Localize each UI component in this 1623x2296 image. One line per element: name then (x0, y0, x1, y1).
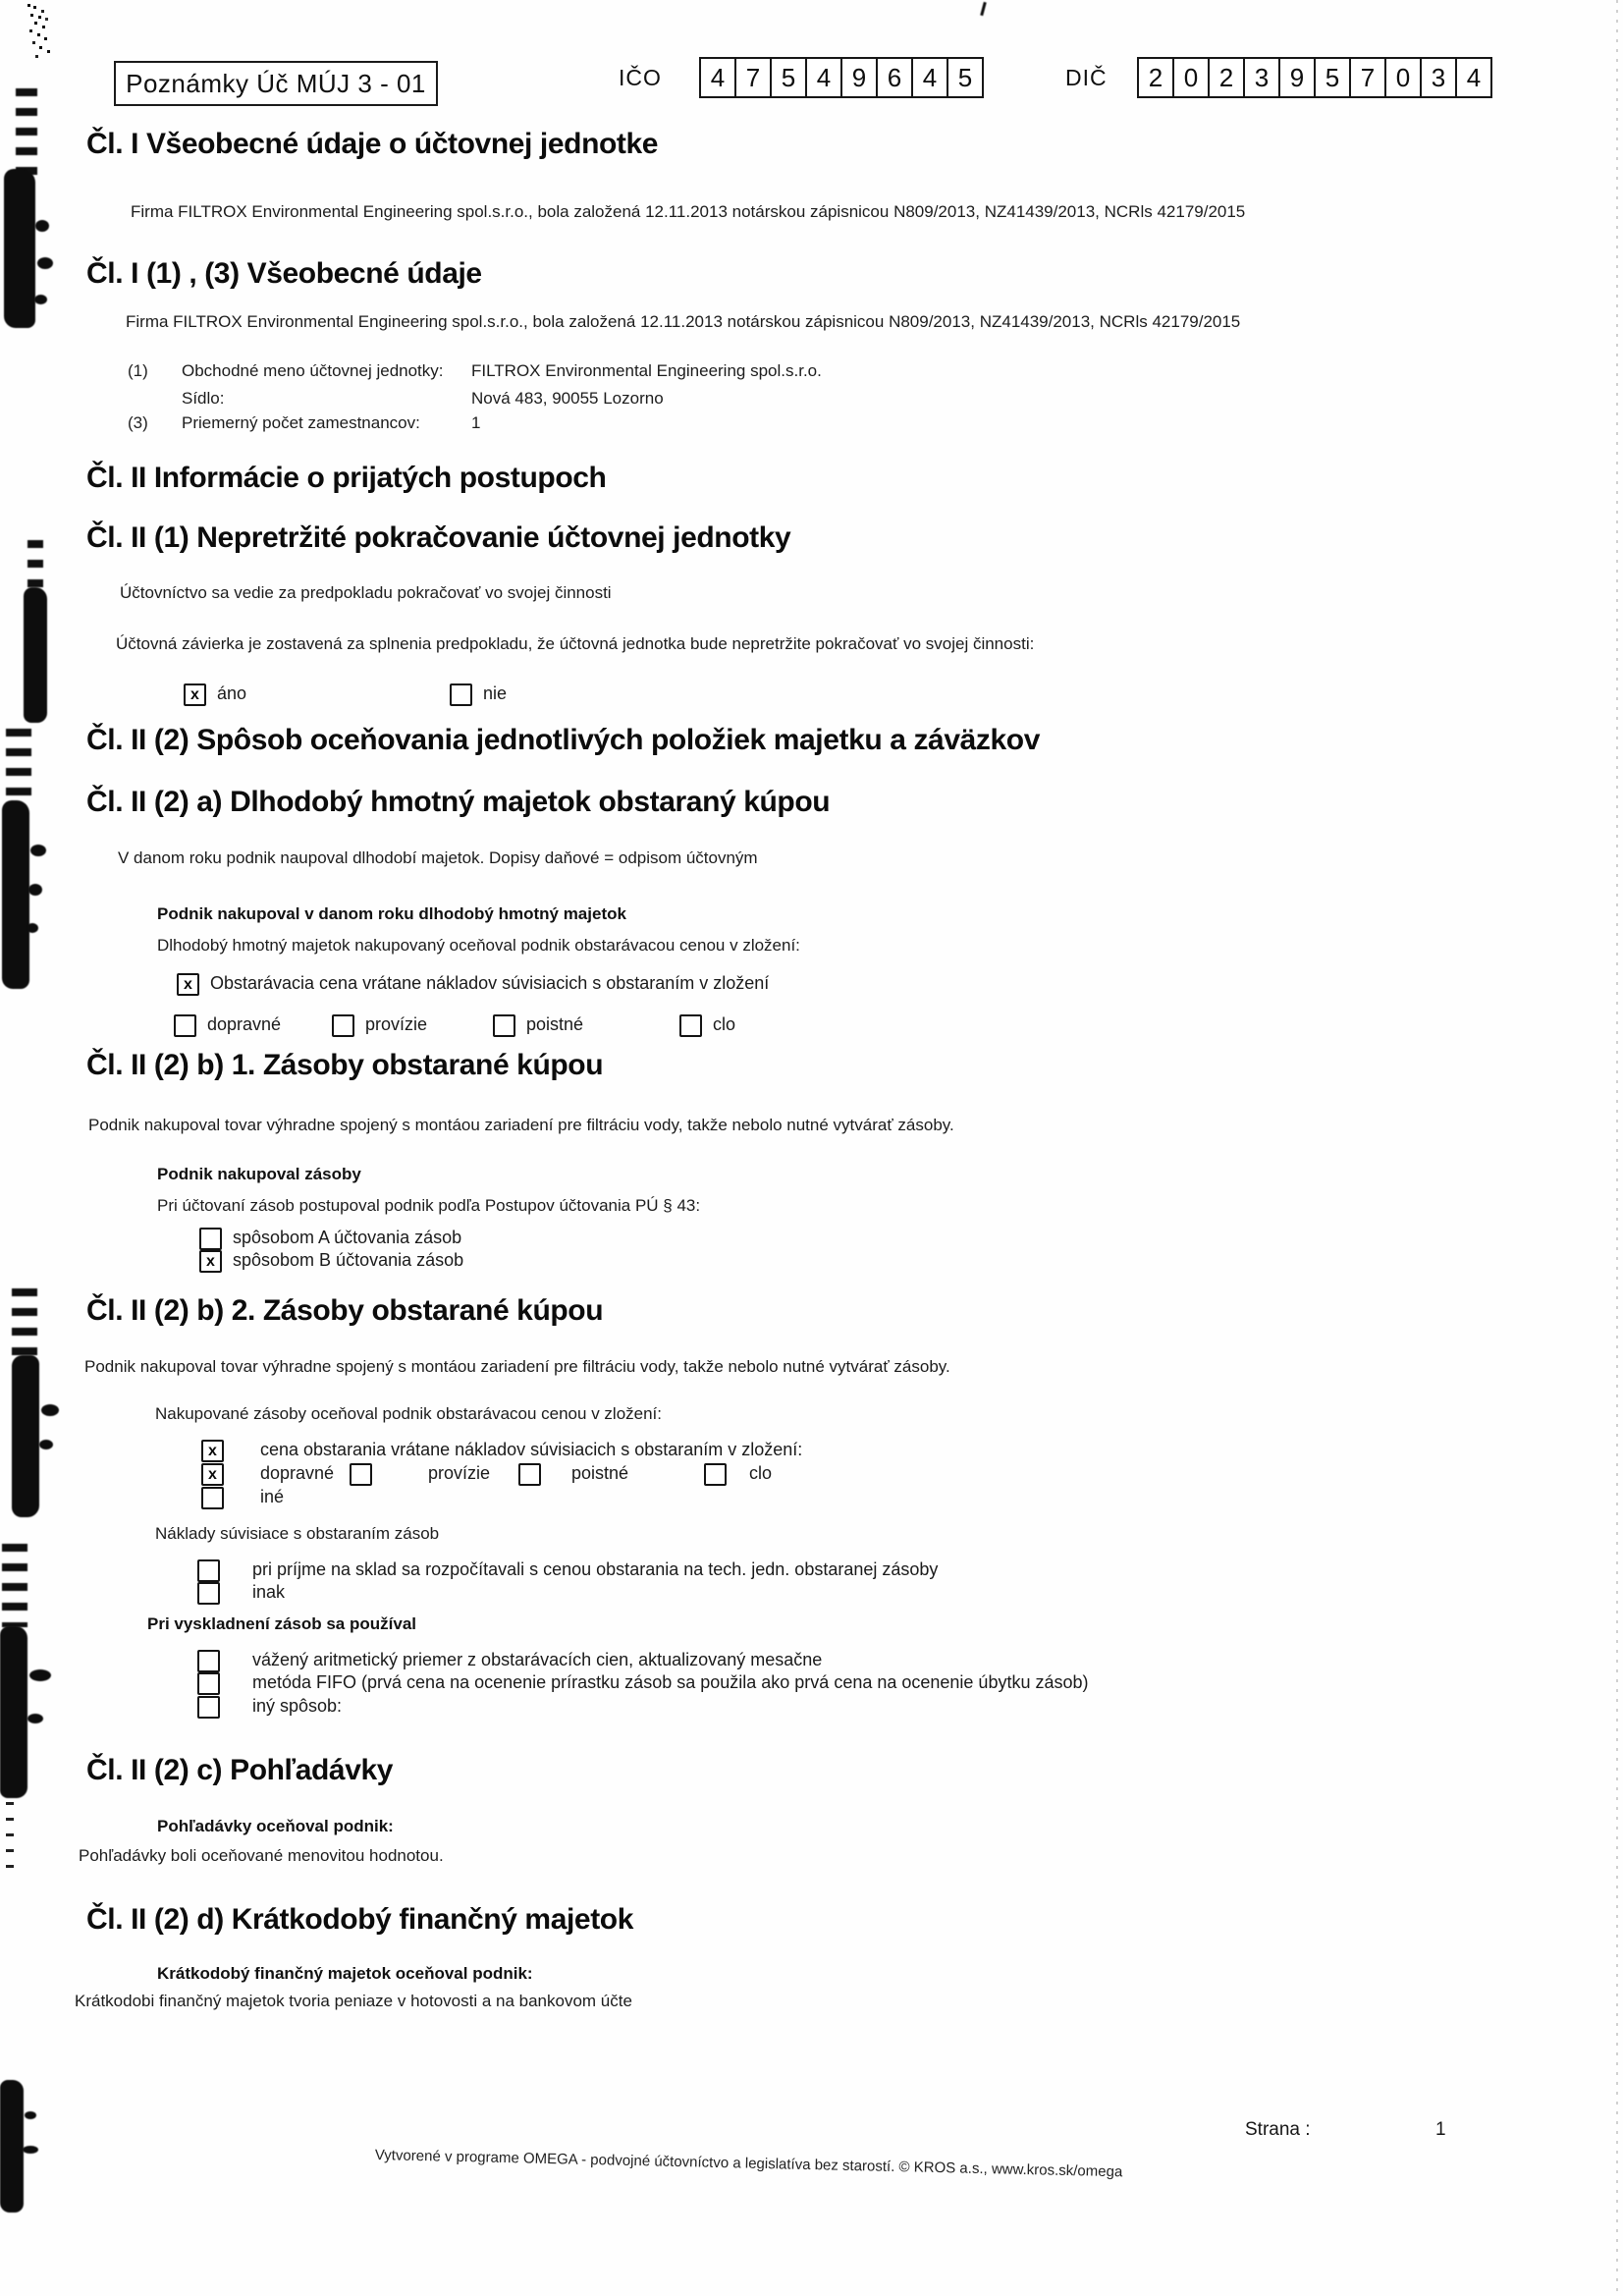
checkbox-sposob-a (199, 1228, 461, 1250)
software-credit: Vytvorené v programe OMEGA - podvojné účtovníctvo a legislatíva bez starostí. © KROS a.s., www.kros.sk/omega (374, 2147, 1123, 2181)
section-title: Čl. II (1) Nepretržité pokračovanie účtovnej jednotky (86, 521, 791, 554)
checkbox-box: x (177, 973, 199, 996)
checkbox-box (704, 1463, 727, 1486)
scan-artifact (28, 884, 42, 896)
scan-artifact (16, 88, 37, 175)
ico-digit: 5 (947, 57, 984, 98)
checkbox-label: spôsobom A účtovania zásob (233, 1228, 462, 1247)
sub-heading: Podnik nakupoval zásoby (157, 1165, 361, 1183)
paragraph: Firma FILTROX Environmental Engineering spol.s.r.o., bola založená 12.11.2013 notárskou zápisnicou N809/2013, NZ41439/2013, NCRls 42179/2015 (126, 312, 1241, 331)
checkbox-poistne (493, 1014, 583, 1037)
checkbox-box (199, 1228, 222, 1250)
dic-digit: 0 (1172, 57, 1210, 98)
checkbox-label: dopravné (207, 1014, 282, 1034)
scan-artifact (6, 1802, 14, 1873)
section-title: Čl. II (2) c) Pohľadávky (86, 1754, 394, 1786)
checkbox-label: inak (252, 1582, 286, 1602)
checkbox-box (174, 1014, 196, 1037)
checkbox-box: x (199, 1250, 222, 1273)
scan-artifact (27, 540, 43, 589)
section-title: Čl. II (2) d) Krátkodobý finančný majetok (86, 1903, 634, 1936)
checkbox-sposob-b (199, 1250, 463, 1273)
scan-artifact (30, 845, 46, 856)
checkbox-label: poistné (571, 1463, 629, 1483)
scan-artifact (29, 1669, 51, 1681)
checkbox-box (197, 1582, 220, 1605)
paragraph: Podnik nakupoval tovar výhradne spojený s montáou zariadení pre filtráciu vody, takže nebolo nutné vytvárať zásoby. (88, 1116, 954, 1134)
sub-heading: Pohľadávky oceňoval podnik: (157, 1817, 394, 1835)
checkbox-label: dopravné (260, 1463, 335, 1483)
checkbox-label: iné (260, 1487, 285, 1506)
checkbox-box: x (201, 1463, 224, 1486)
scan-artifact (0, 1626, 27, 1798)
dic-digit: 3 (1243, 57, 1280, 98)
dic-digit: 9 (1278, 57, 1316, 98)
paragraph: Pri účtovaní zásob postupoval podnik podľa Postupov účtovania PÚ § 43: (157, 1196, 701, 1215)
checkbox-box (197, 1650, 220, 1672)
section-title: Čl. II Informácie o prijatých postupoch (86, 462, 607, 494)
paragraph: Podnik nakupoval tovar výhradne spojený s montáou zariadení pre filtráciu vody, takže nebolo nutné vytvárať zásoby. (84, 1357, 950, 1376)
scan-artifact (27, 4, 30, 7)
item-value: FILTROX Environmental Engineering spol.s.r.o. (471, 361, 822, 380)
checkbox-cena-obstarania (201, 1440, 802, 1462)
checkbox-ano (184, 683, 246, 706)
ico-digit: 4 (805, 57, 842, 98)
checkbox-nie (450, 683, 507, 706)
dic-label: DIČ (1065, 65, 1108, 90)
checkbox-box (197, 1696, 220, 1719)
section-title: Čl. I Všeobecné údaje o účtovnej jednotke (86, 128, 659, 160)
dic-digit-boxes (1137, 57, 1492, 98)
section-title: Čl. II (2) b) 2. Zásoby obstarané kúpou (86, 1294, 604, 1327)
scan-artifact (23, 2146, 38, 2154)
checkbox-dopravne (201, 1463, 334, 1486)
checkbox-box (450, 683, 472, 706)
item-number: (3) (128, 413, 148, 432)
checkbox-box (197, 1559, 220, 1582)
scan-artifact (34, 295, 47, 304)
scan-artifact (27, 1714, 43, 1723)
checkbox-label: provízie (365, 1014, 428, 1034)
checkbox-provizie (332, 1014, 427, 1037)
paragraph: Pohľadávky boli oceňované menovitou hodnotou. (79, 1846, 444, 1865)
checkbox-ine (201, 1487, 284, 1509)
ico-digit: 4 (911, 57, 948, 98)
checkbox-obstaravacia-cena (177, 973, 769, 996)
sub-heading: Krátkodobý finančný majetok oceňoval podnik: (157, 1964, 533, 1983)
checkbox-label: Obstarávacia cena vrátane nákladov súvisiacich s obstaraním v zložení (210, 973, 770, 993)
checkbox-label: spôsobom B účtovania zásob (233, 1250, 464, 1270)
form-code-box (114, 61, 438, 106)
checkbox-fifo (197, 1672, 1089, 1695)
section-title: Čl. II (2) Spôsob oceňovania jednotlivých položiek majetku a záväzkov (86, 724, 1040, 756)
scan-artifact (2, 800, 29, 989)
checkbox-label: pri príjme na sklad sa rozpočítavali s cenou obstarania na tech. jedn. obstaranej zásoby (252, 1559, 939, 1579)
checkbox-box (350, 1463, 372, 1486)
paragraph: Krátkodobi finančný majetok tvoria peniaze v hotovosti a na bankovom účte (75, 1992, 632, 2010)
form-code: Poznámky Úč MÚJ 3 - 01 (126, 68, 426, 98)
scan-artifact (37, 257, 53, 269)
checkbox-box (518, 1463, 541, 1486)
checkbox-clo (704, 1463, 772, 1486)
checkbox-label: metóda FIFO (prvá cena na ocenenie prírastku zásob sa použila ako prvá cena na ocenenie úbytku zásob) (252, 1672, 1089, 1692)
checkbox-iny-sposob (197, 1696, 342, 1719)
checkbox-box (197, 1672, 220, 1695)
scan-artifact (0, 2080, 24, 2213)
scan-artifact (4, 169, 35, 328)
sub-heading: Náklady súvisiace s obstaraním zásob (155, 1524, 440, 1543)
scan-artifact (41, 1404, 59, 1416)
checkbox-box (201, 1487, 224, 1509)
checkbox-sklad (197, 1559, 938, 1582)
paragraph: Účtovníctvo sa vedie za predpokladu pokračovať vo svojej činnosti (120, 583, 612, 602)
scan-artifact (25, 2111, 36, 2119)
checkbox-label: clo (749, 1463, 773, 1483)
checkbox-box: x (201, 1440, 224, 1462)
checkbox-label: nie (483, 683, 508, 703)
ico-digit: 6 (876, 57, 913, 98)
dic-digit: 5 (1314, 57, 1351, 98)
checkbox-label: iný spôsob: (252, 1696, 343, 1716)
checkbox-label: provízie (428, 1463, 491, 1483)
paragraph: Nakupované zásoby oceňoval podnik obstarávacou cenou v zložení: (155, 1404, 663, 1423)
item-value: Nová 483, 90055 Lozorno (471, 389, 664, 408)
item-label: Sídlo: (182, 389, 225, 408)
scan-artifact (27, 923, 38, 933)
dic-digit: 2 (1208, 57, 1245, 98)
dic-digit: 7 (1349, 57, 1386, 98)
item-label: Obchodné meno účtovnej jednotky: (182, 361, 444, 380)
paragraph: V danom roku podnik naupoval dlhodobí majetok. Dopisy daňové = odpisom účtovným (118, 848, 758, 867)
checkbox-box (493, 1014, 515, 1037)
scan-artifact (24, 587, 47, 723)
checkbox-poistne (518, 1463, 628, 1486)
ico-digit-boxes (699, 57, 984, 98)
checkbox-inak (197, 1582, 285, 1605)
checkbox-provizie (350, 1463, 490, 1486)
ico-label: IČO (619, 65, 662, 90)
scan-artifact (2, 1544, 27, 1627)
section-title: Čl. II (2) a) Dlhodobý hmotný majetok obstaraný kúpou (86, 786, 831, 818)
page-number-label: Strana : (1245, 2119, 1311, 2140)
ico-digit: 4 (699, 57, 736, 98)
section-title: Čl. II (2) b) 1. Zásoby obstarané kúpou (86, 1049, 604, 1081)
scan-artifact (39, 1440, 53, 1449)
checkbox-box (679, 1014, 702, 1037)
dic-digit: 0 (1384, 57, 1422, 98)
item-label: Priemerný počet zamestnancov: (182, 413, 420, 432)
checkbox-box: x (184, 683, 206, 706)
dic-digit: 2 (1137, 57, 1174, 98)
checkbox-label: poistné (526, 1014, 584, 1034)
scan-artifact (6, 729, 31, 801)
dic-digit: 4 (1455, 57, 1492, 98)
checkbox-priemer (197, 1650, 822, 1672)
scan-artifact (35, 220, 49, 232)
scan-edge-line (1616, 0, 1618, 2296)
checkbox-label: clo (713, 1014, 736, 1034)
item-value: 1 (471, 413, 481, 432)
paragraph: Firma FILTROX Environmental Engineering spol.s.r.o., bola založená 12.11.2013 notárskou zápisnicou N809/2013, NZ41439/2013, NCRls 42179/2015 (131, 202, 1246, 221)
scan-artifact (12, 1355, 39, 1517)
paragraph: Účtovná závierka je zostavená za splnenia predpokladu, že účtovná jednotka bude nepretržite pokračovať vo svojej činnosti: (116, 634, 1035, 653)
checkbox-clo (679, 1014, 735, 1037)
checkbox-label: áno (217, 683, 247, 703)
dic-digit: 3 (1420, 57, 1457, 98)
paragraph: Dlhodobý hmotný majetok nakupovaný oceňoval podnik obstarávacou cenou v zložení: (157, 936, 800, 955)
sub-heading: Podnik nakupoval v danom roku dlhodobý hmotný majetok (157, 904, 626, 923)
scan-artifact (12, 1288, 37, 1357)
page-number-value: 1 (1435, 2119, 1446, 2140)
section-title: Čl. I (1) , (3) Všeobecné údaje (86, 257, 482, 290)
checkbox-box (332, 1014, 354, 1037)
item-number: (1) (128, 361, 148, 380)
checkbox-label: vážený aritmetický priemer z obstarávacích cien, aktualizovaný mesačne (252, 1650, 823, 1669)
ico-digit: 7 (734, 57, 772, 98)
checkbox-label: cena obstarania vrátane nákladov súvisiacich s obstaraním v zložení: (260, 1440, 803, 1459)
sub-heading: Pri vyskladnení zásob sa používal (147, 1614, 416, 1633)
scan-artifact (980, 2, 987, 16)
ico-digit: 5 (770, 57, 807, 98)
checkbox-dopravne (174, 1014, 281, 1037)
ico-digit: 9 (840, 57, 878, 98)
